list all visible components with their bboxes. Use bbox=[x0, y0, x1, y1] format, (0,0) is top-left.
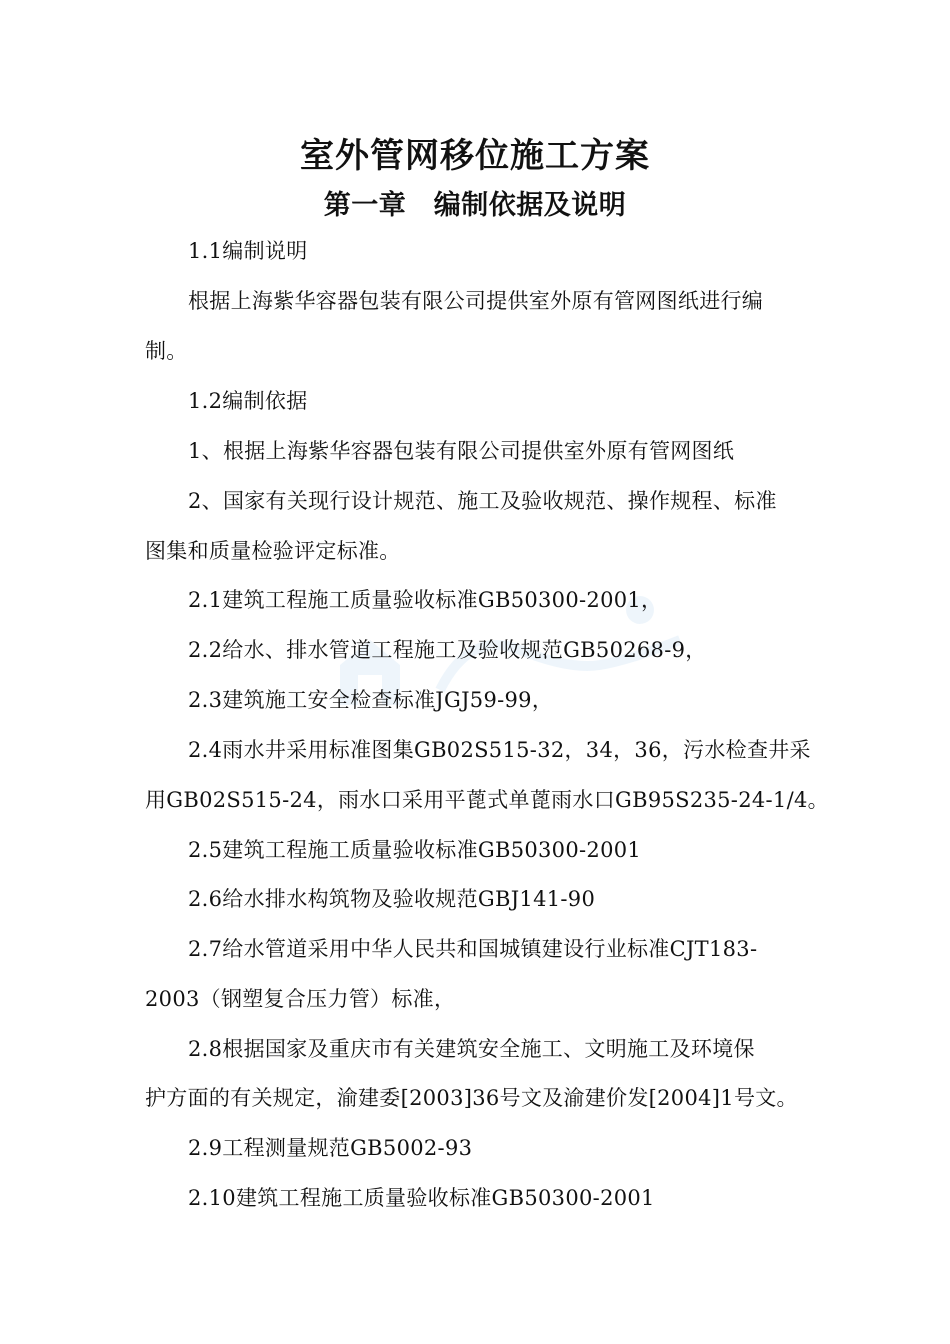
list-item: 2.9工程测量规范GB5002-93 bbox=[188, 1136, 473, 1160]
list-item: 2.4雨水井采用标准图集GB02S515-32，34，36，污水检查井采 bbox=[188, 738, 811, 762]
list-item: 2.8根据国家及重庆市有关建筑安全施工、文明施工及环境保 bbox=[188, 1037, 755, 1061]
section-heading-1-2: 1.2编制依据 bbox=[188, 389, 308, 413]
list-item: 2.1建筑工程施工质量验收标准GB50300-2001， bbox=[188, 588, 663, 612]
document-title: 室外管网移位施工方案 bbox=[300, 136, 650, 176]
list-item: 2.2给水、排水管道工程施工及验收规范GB50268-9， bbox=[188, 638, 707, 662]
list-item: 2.5建筑工程施工质量验收标准GB50300-2001 bbox=[188, 838, 642, 862]
list-item: 1、根据上海紫华容器包装有限公司提供室外原有管网图纸 bbox=[188, 439, 735, 463]
paragraph-line: 2003（钢塑复合压力管）标准， bbox=[145, 987, 456, 1011]
paragraph-line: 制。 bbox=[145, 339, 188, 363]
list-item: 2.3建筑施工安全检查标准JGJ59-99， bbox=[188, 688, 554, 712]
list-item: 2.7给水管道采用中华人民共和国城镇建设行业标准CJT183- bbox=[188, 937, 758, 961]
chapter-title: 第一章 编制依据及说明 bbox=[323, 190, 627, 221]
paragraph-line: 根据上海紫华容器包装有限公司提供室外原有管网图纸进行编 bbox=[188, 289, 764, 313]
list-item: 2.6给水排水构筑物及验收规范GBJ141-90 bbox=[188, 887, 596, 911]
paragraph-line: 用GB02S515-24，雨水口采用平蓖式单蓖雨水口GB95S235-24-1/4。 bbox=[145, 788, 829, 812]
paragraph-line: 护方面的有关规定，渝建委[2003]36号文及渝建价发[2004]1号文。 bbox=[145, 1086, 798, 1110]
paragraph-line: 图集和质量检验评定标准。 bbox=[145, 539, 401, 563]
section-heading-1-1: 1.1编制说明 bbox=[188, 239, 308, 263]
list-item: 2、国家有关现行设计规范、施工及验收规范、操作规程、标准 bbox=[188, 489, 777, 513]
list-item: 2.10建筑工程施工质量验收标准GB50300-2001 bbox=[188, 1186, 655, 1210]
